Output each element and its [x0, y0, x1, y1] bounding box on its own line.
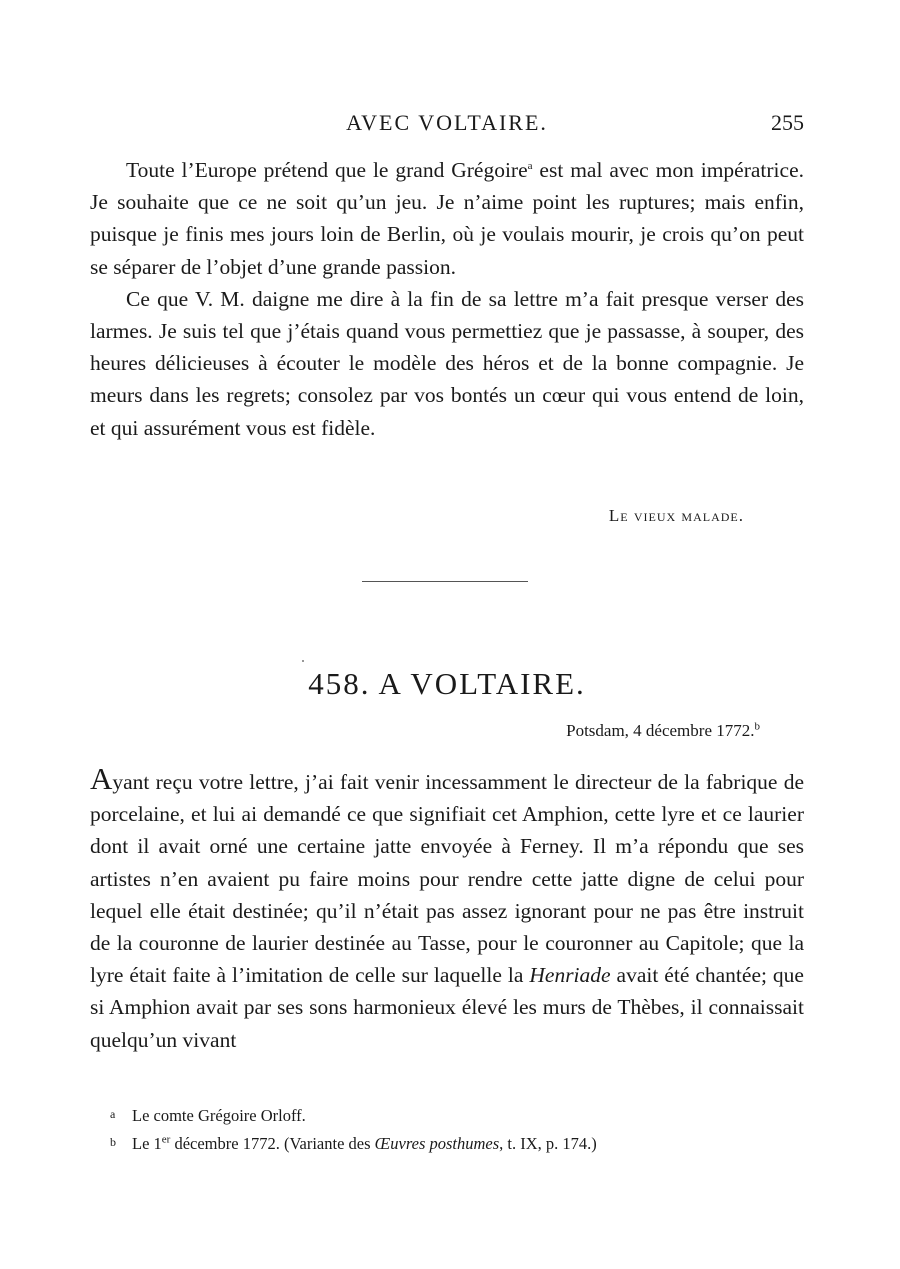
paragraph: Ce que V. M. daigne me dire à la fin de sa lettre m’a fait presque verser des larmes. Je suis tel que j’étais quand vous permettiez que je passasse, à souper, des heures délicieuses à écouter le modèle des héros et de la bonne compagnie. Je meurs dans les regrets; consolez par vos bontés un cœur qui vous entend de loin, et qui assurément vous est fidèle.	[90, 286, 804, 440]
letter-continuation	[90, 154, 804, 444]
footnote-text: , t. IX, p. 174.)	[499, 1134, 597, 1153]
initial-letter: A	[90, 761, 113, 796]
running-head	[90, 110, 804, 140]
footnote-text: décembre 1772. (Variante des	[170, 1134, 375, 1153]
ordinal-superscript: er	[161, 1133, 171, 1146]
letter-heading: 458. A VOLTAIRE.	[308, 666, 586, 701]
italic-title: Œuvres posthumes	[374, 1134, 500, 1153]
footnote-mark: a	[110, 1107, 116, 1121]
footnote-reference: a	[527, 159, 533, 172]
dateline	[90, 721, 760, 741]
paragraph-text: avait été chantée; que si Amphion avait par ses sons harmonieux élevé les murs de Thèbes, il connaissait quelqu’un vivant	[90, 963, 804, 1052]
running-title: AVEC VOLTAIRE.	[346, 110, 548, 135]
paragraph-text: yant reçu votre lettre, j’ai fait venir incessamment le directeur de la fabrique de porcelaine, et lui ai demandé ce que signifiait cet Amphion, cette lyre et ce laurier dont il avait orné une certaine jatte envoyée à Ferney. Il m’a répondu que ses artistes n’en avaient pu faire moins pour rendre cette jatte digne de celui pour lequel elle était destinée; qu’il n’était pas assez ignorant pour ne pas être instruit de la couronne de laurier destinée au Tasse, pour le couronner au Capitole; que la lyre était faite à l’imitation de celle sur laquelle la	[90, 770, 804, 988]
footnotes	[110, 1101, 804, 1157]
section-divider	[362, 581, 528, 582]
footnote-text: Le 1	[132, 1134, 162, 1153]
dateline-text: Potsdam, 4 décembre 1772.	[566, 721, 755, 740]
paragraph	[90, 154, 804, 283]
paragraph	[90, 761, 804, 1056]
footnote-reference: b	[754, 720, 760, 733]
letter-body	[90, 761, 804, 1056]
print-speck	[302, 660, 304, 662]
page-number: 255	[771, 110, 804, 135]
footnote	[110, 1101, 804, 1129]
footnote-text: Le comte Grégoire Orloff.	[132, 1106, 306, 1125]
paragraph-text: Toute l’Europe prétend que le grand Grégoire	[126, 158, 528, 182]
signature: Le vieux malade.	[608, 506, 744, 525]
italic-title: Henriade	[529, 963, 611, 988]
footnote	[110, 1129, 804, 1157]
footnote-mark: b	[110, 1135, 116, 1149]
paragraph-text: est mal avec mon impératrice. Je souhaite que ce ne soit qu’un jeu. Je n’aime point les ruptures; mais enfin, puisque je finis mes jours loin de Berlin, où je voulais mourir, je crois qu’on peut se séparer de l’objet d’une grande passion.	[90, 158, 804, 279]
